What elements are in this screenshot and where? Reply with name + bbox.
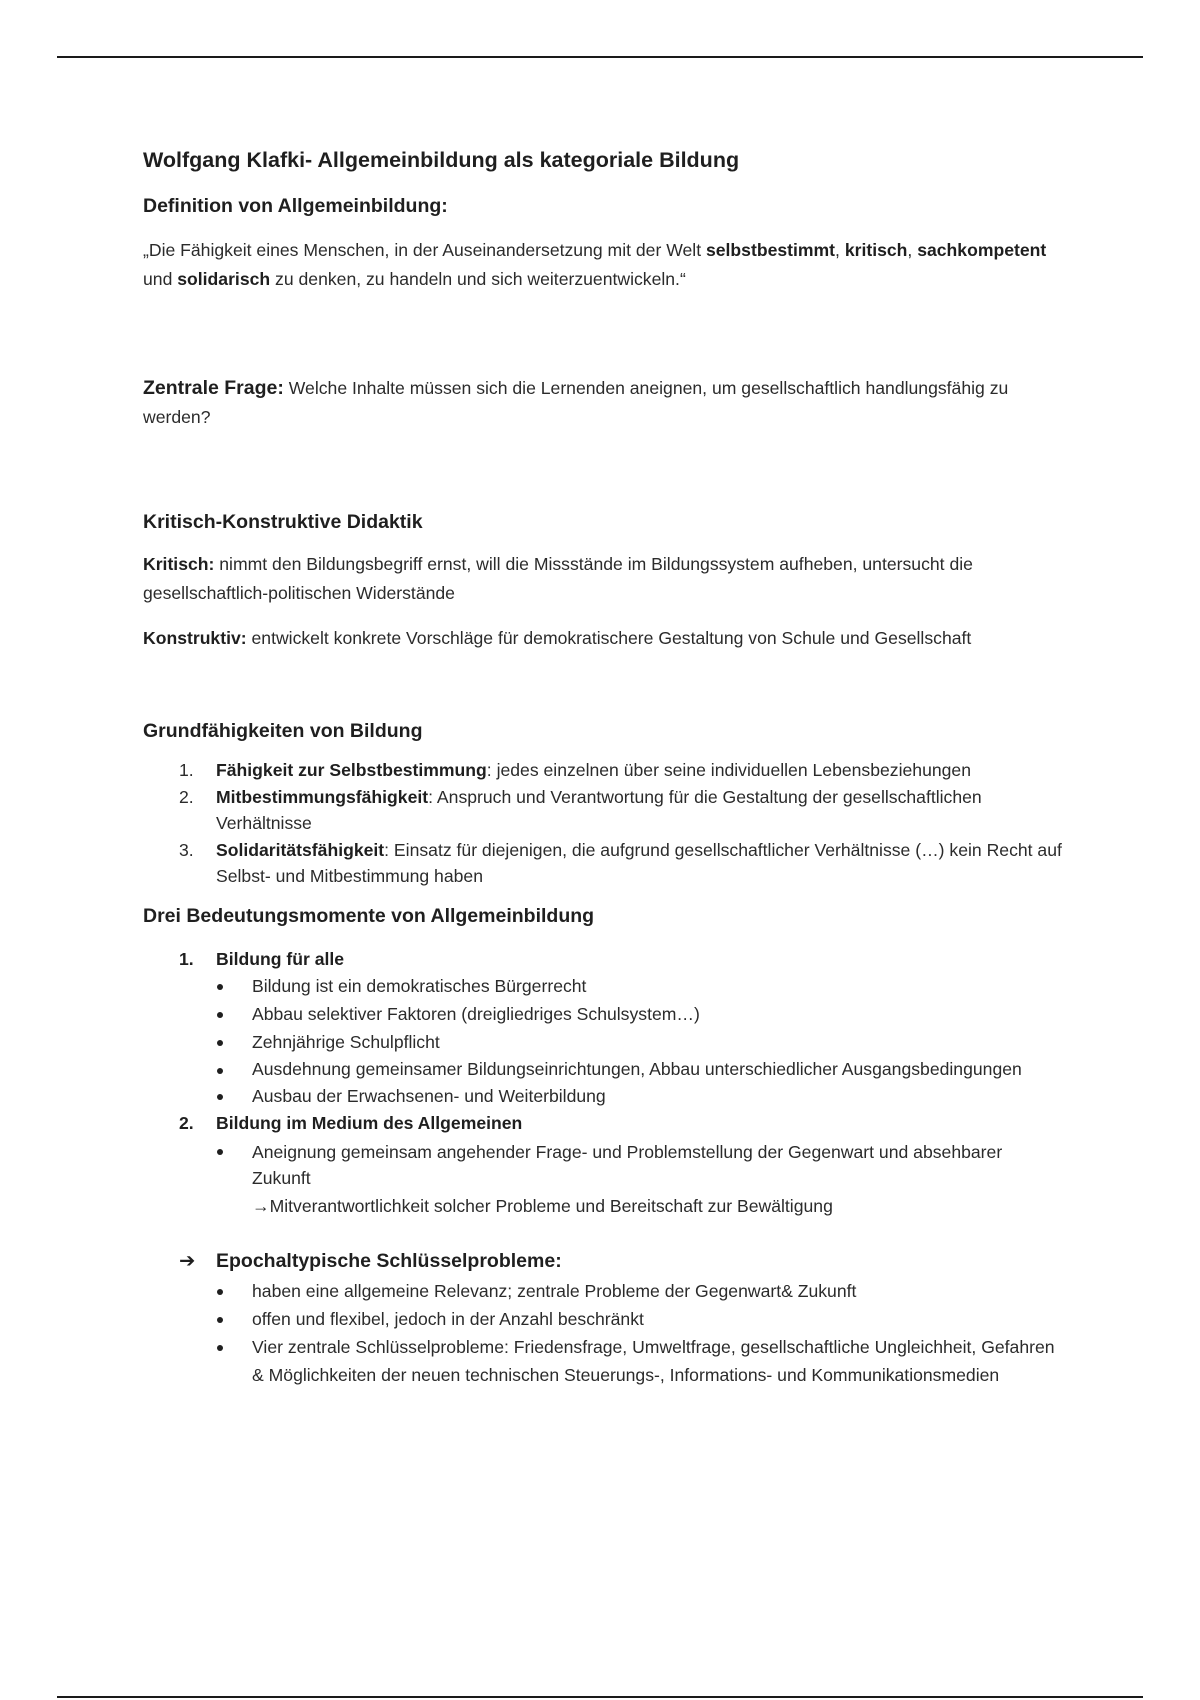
critical-label: Kritisch:	[143, 554, 215, 574]
list-item: 1. Bildung für alle	[179, 948, 345, 969]
constructive-label: Konstruktiv:	[143, 628, 247, 648]
central-question-label: Zentrale Frage:	[143, 377, 284, 399]
list-item: offen und flexibel, jedoch in der Anzahl beschränkt	[143, 1305, 1063, 1333]
list-item: Abbau selektiver Faktoren (dreigliedriges Schulsystem…)	[143, 1000, 1063, 1028]
definition-quote: „Die Fähigkeit eines Menschen, in der Auseinandersetzung mit der Welt selbstbestimmt, kritisch, sachkompetent und solidarisch zu denken, zu handeln und sich weiterzuentwickeln.“	[143, 240, 1047, 289]
bullet-icon	[217, 1149, 223, 1155]
document-title: Wolfgang Klafki- Allgemeinbildung als kategoriale Bildung	[143, 148, 740, 172]
key-problems-bullets	[143, 1277, 1063, 1389]
bullet-icon	[217, 984, 223, 990]
central-question: Zentrale Frage: Welche Inhalte müssen sich die Lernenden aneignen, um gesellschaftlich handlungsfähig zu werden?	[143, 377, 1009, 427]
bullet-icon	[217, 1345, 223, 1351]
document-body	[143, 138, 1063, 1389]
list-item: Bildung ist ein demokratisches Bürgerrecht	[143, 972, 1063, 1000]
list-item: Zehnjährige Schulpflicht	[143, 1028, 1063, 1056]
list-item: 3. Solidaritätsfähigkeit: Einsatz für diejenigen, die aufgrund gesellschaftlicher Verhältnisse (…) kein Recht auf Selbst- und Mitbestimmung haben	[179, 839, 1062, 886]
moments-list	[143, 946, 1063, 973]
moment-2-bullets	[143, 1137, 1063, 1191]
bullet-icon	[217, 1094, 223, 1100]
moments-list-2	[143, 1110, 1063, 1137]
moment-1-bullets	[143, 972, 1063, 1110]
list-item: Aneignung gemeinsam angehender Frage- und Problemstellung der Gegenwart und absehbarer Zukunft	[143, 1137, 1063, 1191]
list-item: haben eine allgemeine Relevanz; zentrale Probleme der Gegenwart& Zukunft	[143, 1277, 1063, 1305]
list-item: 1. Fähigkeit zur Selbstbestimmung: jedes einzelnen über seine individuellen Lebensbeziehungen	[179, 760, 971, 780]
list-item: 2. Bildung im Medium des Allgemeinen	[179, 1113, 523, 1133]
bullet-icon	[217, 1289, 223, 1295]
bullet-icon	[217, 1012, 223, 1018]
key-problems-heading: ➔ Epochaltypische Schlüsselprobleme:	[143, 1245, 1063, 1277]
responsibility-note: →Mitverantwortlichkeit solcher Probleme und Bereitschaft zur Bewältigung	[252, 1195, 833, 1216]
definition-heading: Definition von Allgemeinbildung:	[143, 195, 448, 217]
abilities-list	[143, 757, 1063, 890]
bullet-icon	[217, 1040, 223, 1046]
top-rule	[57, 56, 1143, 58]
list-item: Ausdehnung gemeinsamer Bildungseinrichtungen, Abbau unterschiedlicher Ausgangsbedingungen	[143, 1056, 1063, 1082]
bullet-icon	[217, 1317, 223, 1323]
list-item: Vier zentrale Schlüsselprobleme: Friedensfrage, Umweltfrage, gesellschaftliche Ungleichheit, Gefahren & Möglichkeiten der neuen technischen Steuerungs-, Informations- und Kommunikationsmedien	[143, 1333, 1063, 1389]
bullet-icon	[217, 1068, 223, 1074]
abilities-heading: Grundfähigkeiten von Bildung	[143, 720, 423, 742]
list-item: Ausbau der Erwachsenen- und Weiterbildung	[143, 1082, 1063, 1110]
arrow-right-icon: ➔	[179, 1249, 196, 1272]
list-item: 2. Mitbestimmungsfähigkeit: Anspruch und Verantwortung für die Gestaltung der gesellschaftlichen Verhältnisse	[179, 786, 982, 833]
bottom-rule	[57, 1696, 1143, 1698]
critical-paragraph: Kritisch: nimmt den Bildungsbegriff ernst, will die Missstände im Bildungssystem aufheben, untersucht die gesellschaftlich-politischen Widerstände	[143, 554, 973, 603]
constructive-paragraph: Konstruktiv: entwickelt konkrete Vorschläge für demokratischere Gestaltung von Schule und Gesellschaft	[143, 628, 972, 648]
moments-heading: Drei Bedeutungsmomente von Allgemeinbildung	[143, 904, 595, 927]
didactics-heading: Kritisch-Konstruktive Didaktik	[143, 511, 423, 533]
